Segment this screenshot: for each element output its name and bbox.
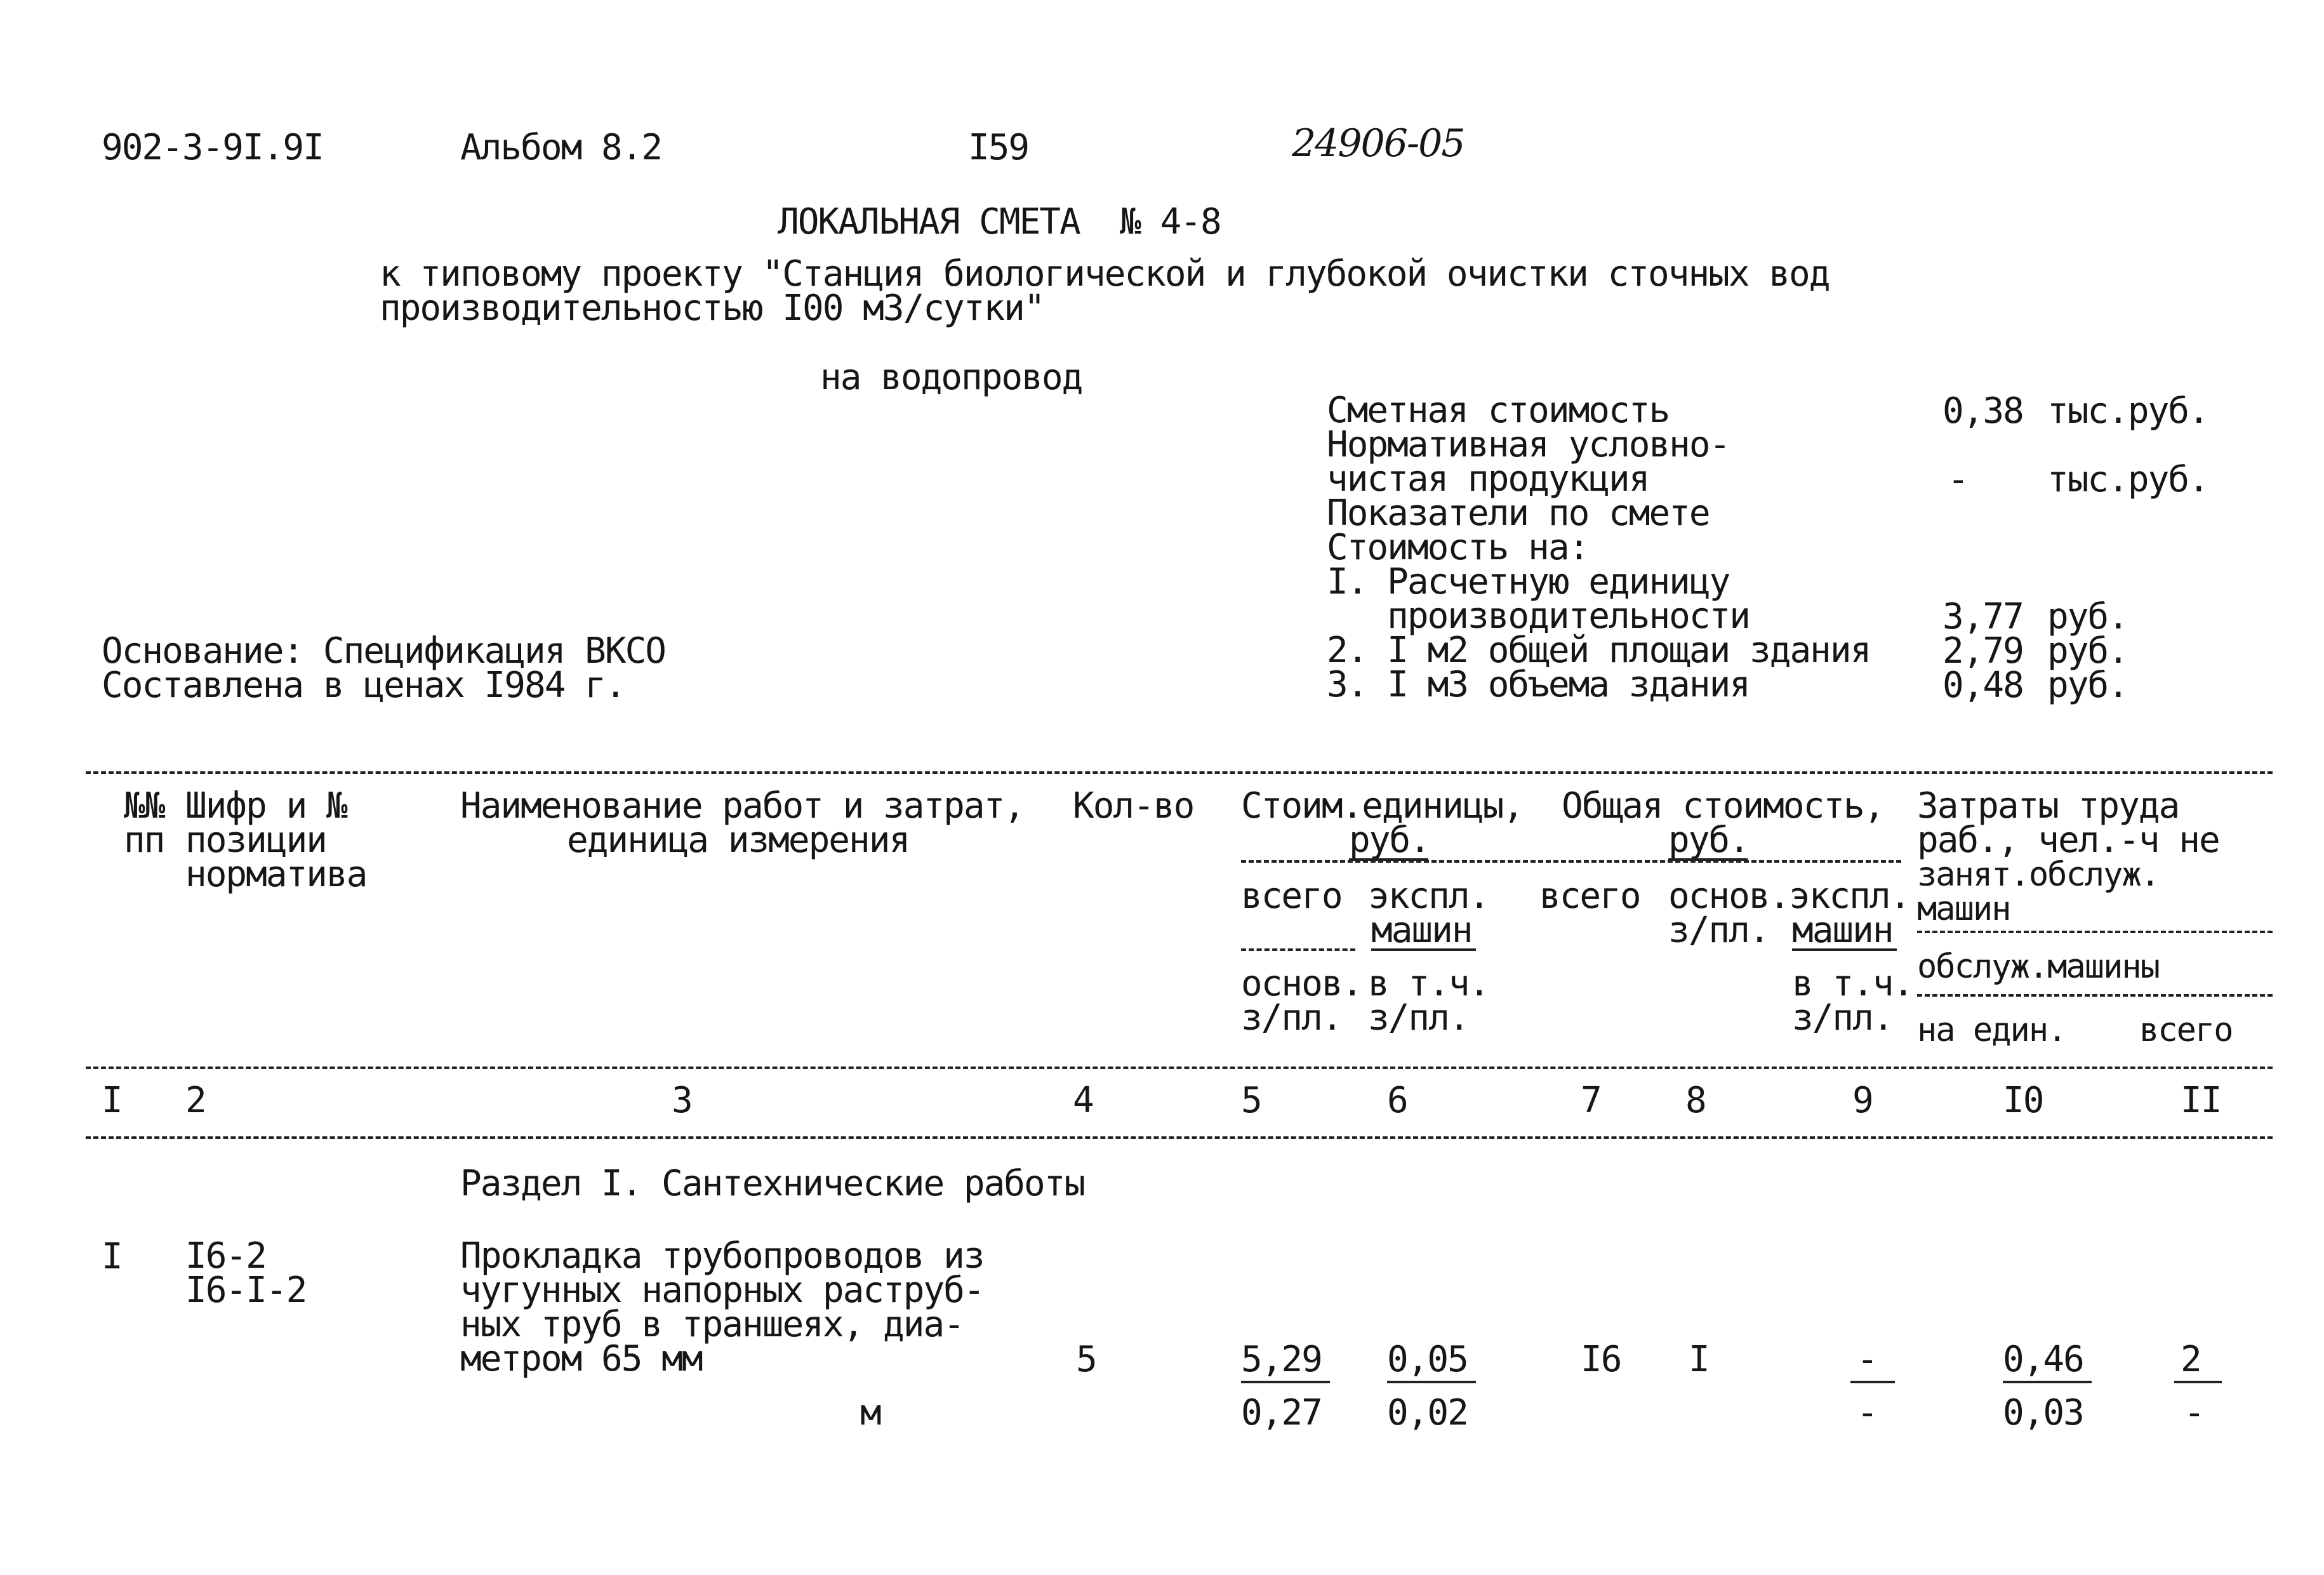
col-header-qty: Кол-во xyxy=(1073,785,1194,827)
col-number: I0 xyxy=(2003,1080,2043,1121)
table-top-rule xyxy=(86,771,2273,774)
summary-value: 0,48 xyxy=(1942,665,2023,706)
summary-value: 2,79 xyxy=(1942,630,2023,672)
col-number: II xyxy=(2181,1080,2221,1121)
row-name: метром 65 мм xyxy=(460,1338,702,1379)
col-header-uc-incl-wage: в т.ч. xyxy=(1368,963,1489,1004)
row-qty: 5 xyxy=(1076,1339,1096,1380)
row-labor-service-total: - xyxy=(2184,1392,2204,1433)
header-bottom-rule xyxy=(86,1067,2273,1069)
col-header-num: №№ xyxy=(124,785,164,827)
col-number-rule xyxy=(86,1136,2273,1139)
col-header-code: Шифр и № xyxy=(185,785,347,827)
col-header-tc-machine: экспл. xyxy=(1789,875,1910,917)
row-uc-incl-wage: 0,02 xyxy=(1387,1392,1468,1433)
row-tc-total: I6 xyxy=(1581,1339,1621,1380)
row-tc-incl-wage: - xyxy=(1857,1392,1877,1433)
col-number: 9 xyxy=(1852,1080,1873,1121)
row-name: ных труб в траншеях, диа- xyxy=(460,1304,964,1345)
labor-rule xyxy=(1917,931,2273,933)
summary-unit: тыс.руб. xyxy=(2047,390,2208,432)
col-header-labor: занят.обслуж. xyxy=(1917,856,2159,894)
summary-line: чистая продукция xyxy=(1327,458,1649,500)
col-number: 8 xyxy=(1685,1080,1706,1121)
basis-line: Основание: Спецификация ВКСО xyxy=(102,630,666,672)
row-code: I6-2 xyxy=(185,1235,266,1277)
machine-underline xyxy=(1371,948,1476,951)
col-header-code: позиции xyxy=(185,820,327,861)
summary-value: 3,77 xyxy=(1942,596,2023,637)
summary-line: Нормативная условно- xyxy=(1327,424,1730,465)
col-header-uc-incl-wage: з/пл. xyxy=(1368,997,1469,1039)
cost-group-rule xyxy=(1241,860,1901,863)
document-title: ЛОКАЛЬНАЯ СМЕТА № 4-8 xyxy=(778,201,1221,243)
col-header-uc-machine: экспл. xyxy=(1368,875,1489,917)
row-labor-service-per-unit: 0,03 xyxy=(2003,1392,2083,1433)
summary-line: I. Расчетную единицу xyxy=(1327,561,1730,602)
row-num: I xyxy=(102,1236,122,1277)
summary-line: 3. I м3 объема здания xyxy=(1327,664,1750,705)
uc-split-rule xyxy=(1241,948,1355,951)
machine-underline xyxy=(1792,948,1897,951)
summary-unit: руб. xyxy=(2047,665,2128,706)
col-number: I xyxy=(102,1080,122,1121)
rub-underline xyxy=(1349,858,1428,861)
value-underline xyxy=(2174,1381,2222,1383)
estimate-subject: на водопровод xyxy=(820,357,1082,398)
summary-unit: руб. xyxy=(2047,596,2128,637)
col-header-unit-cost-rub: руб. xyxy=(1349,820,1430,861)
row-tc-machine: - xyxy=(1857,1339,1877,1380)
col-header-labor: машин xyxy=(1917,890,2010,928)
col-header-tc-incl-wage: в т.ч. xyxy=(1792,963,1913,1004)
row-name: Прокладка трубопроводов из xyxy=(460,1235,984,1277)
col-header-tc-total: всего xyxy=(1539,875,1640,917)
section-title: Раздел I. Сантехнические работы xyxy=(460,1163,1085,1204)
row-unit: м xyxy=(860,1392,880,1433)
col-number: 4 xyxy=(1073,1080,1093,1121)
col-number: 5 xyxy=(1241,1080,1261,1121)
album-label: Альбом 8.2 xyxy=(460,127,662,168)
col-header-uc-machine: машин xyxy=(1371,910,1472,951)
value-underline xyxy=(1241,1381,1330,1383)
row-uc-total: 5,29 xyxy=(1241,1339,1322,1380)
col-header-tc-machine: машин xyxy=(1792,910,1893,951)
project-line-1: к типовому проекту "Станция биологической и глубокой очистки сточных вод xyxy=(380,253,1829,295)
col-header-unit-cost: Стоим.единицы, xyxy=(1241,785,1524,827)
col-header-uc-base-wage: основ. xyxy=(1241,963,1362,1004)
col-header-unit: единица измерения xyxy=(567,820,910,861)
handwritten-number: 24906-05 xyxy=(1292,121,1464,166)
col-header-name: Наименование работ и затрат, xyxy=(460,785,1025,827)
col-header-total-cost: Общая стоимость, xyxy=(1562,785,1884,827)
col-header-uc-total: всего xyxy=(1241,875,1342,917)
summary-line: Показатели по смете xyxy=(1327,493,1710,534)
row-uc-machine: 0,05 xyxy=(1387,1339,1468,1380)
col-header-uc-base-wage: з/пл. xyxy=(1241,997,1342,1039)
labor-rule xyxy=(1917,994,2273,997)
value-underline xyxy=(2003,1381,2092,1383)
summary-line: 2. I м2 общей площаи здания xyxy=(1327,630,1871,671)
col-header-total-cost-rub: руб. xyxy=(1668,820,1749,861)
summary-value: - xyxy=(1948,459,1968,500)
col-number: 2 xyxy=(185,1080,206,1121)
col-header-num: пп xyxy=(124,820,164,861)
col-header-code: норматива xyxy=(185,854,367,895)
row-tc-base-wage: I xyxy=(1689,1339,1709,1380)
summary-line: Сметная стоимость xyxy=(1327,390,1670,431)
rub-underline xyxy=(1668,858,1748,861)
col-number: 3 xyxy=(672,1080,692,1121)
basis-line: Составлена в ценах I984 г. xyxy=(102,665,625,706)
col-header-tc-base-wage: основ. xyxy=(1668,875,1789,917)
col-header-labor-total: всего xyxy=(2139,1011,2233,1049)
summary-line: Стоимость на: xyxy=(1327,527,1589,568)
document-code: 902-3-9I.9I xyxy=(102,127,323,168)
col-header-labor: раб., чел.-ч не xyxy=(1917,820,2219,861)
col-header-labor: Затраты труда xyxy=(1917,785,2179,827)
col-header-labor-per-unit: на един. xyxy=(1917,1011,2066,1049)
row-uc-base-wage: 0,27 xyxy=(1241,1392,1322,1433)
project-line-2: производительностью I00 м3/сутки" xyxy=(380,288,1044,329)
summary-unit: руб. xyxy=(2047,630,2128,672)
row-labor-per-unit: 0,46 xyxy=(2003,1339,2083,1380)
col-header-tc-base-wage: з/пл. xyxy=(1668,910,1769,951)
row-code: I6-I-2 xyxy=(185,1270,307,1311)
col-number: 6 xyxy=(1387,1080,1407,1121)
summary-line: производительности xyxy=(1327,595,1750,637)
col-number: 7 xyxy=(1581,1080,1601,1121)
row-name: чугунных напорных раструб- xyxy=(460,1270,984,1311)
summary-unit: тыс.руб. xyxy=(2047,459,2208,500)
col-header-tc-incl-wage: з/пл. xyxy=(1792,997,1893,1039)
value-underline xyxy=(1387,1381,1476,1383)
page-number: I59 xyxy=(968,127,1029,168)
row-labor-total: 2 xyxy=(2181,1339,2201,1380)
value-underline xyxy=(1850,1381,1895,1383)
summary-value: 0,38 xyxy=(1942,390,2023,432)
col-header-labor-service: обслуж.машины xyxy=(1917,948,2159,986)
